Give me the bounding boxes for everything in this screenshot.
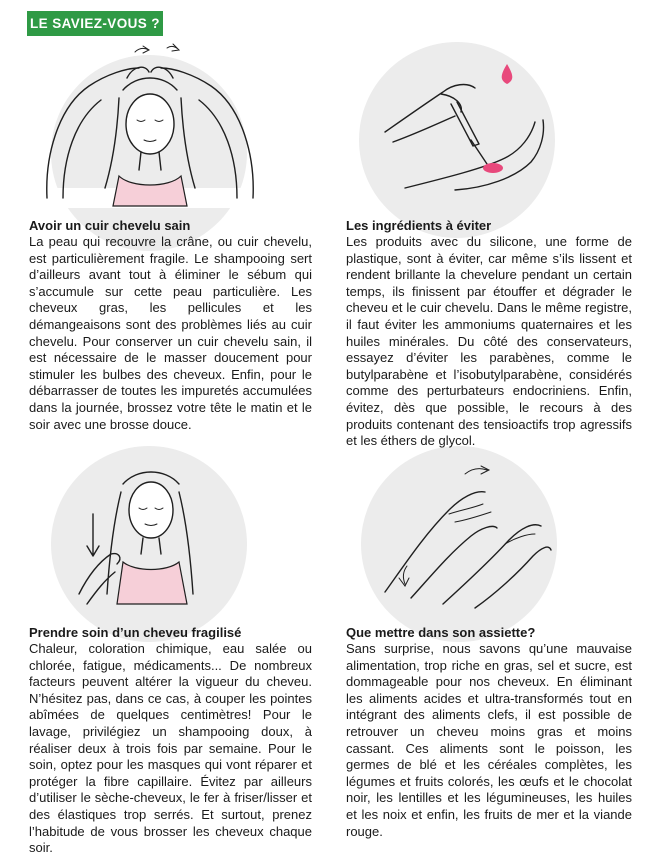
section-damaged-hair	[29, 625, 312, 857]
section-title: Les ingrédients à éviter	[346, 218, 492, 233]
section-title: Prendre soin d’un cheveu fragilisé	[29, 625, 242, 640]
massage-scalp-icon	[27, 38, 273, 206]
section-body: Sans surprise, nous savons qu’une mauvaise alimentation, trop riche en gras, sel et sucre, est dommageable pour nos cheveux. En éliminant les aliments acides et ultra-transformés tout en intégrant des aliments clefs, il est possible de retrouver un cheveu moins gras et moins cassant. Ces aliments sont le poisson, les germes de blé et les céréales complètes, les légumes et fruits colorés, les œufs et le chocolat noir, les lentilles et les légumineuses, les huiles et les noix et enfin, les fruits de mer et la viande rouge.	[346, 641, 632, 839]
section-tag: LE SAVIEZ-VOUS ?	[27, 11, 163, 36]
section-scalp	[29, 218, 312, 433]
section-ingredients	[346, 218, 632, 450]
hair-care-icon	[27, 444, 273, 612]
rubbing-hands-icon	[345, 444, 591, 612]
section-body: Chaleur, coloration chimique, eau salée ou chlorée, fatigue, médicaments... De nombreux facteurs peuvent altérer la vigueur du cheveu. N’hésitez pas, dans ce cas, à couper les pointes abîmées de quelques centimètres! Pour le lavage, privilégiez un shampooing doux, à réaliser deux à trois fois par semaine. Pour le soin, optez pour les masques qui vont réparer et protéger la fibre capillaire. Évitez par ailleurs d’utiliser le sèche-cheveux, le fer à friser/lisser et des élastiques trop serrés. Et surtout, prenez l’habitude de vous brosser les cheveux chaque soir.	[29, 641, 312, 856]
section-body: Les produits avec du silicone, une forme de plastique, sont à éviter, car même s’ils lissent et rendent brillante la chevelure pendant un certain temps, ils finissent par étouffer et dégrader le cheveu et le cuir chevelu. Dans le même registre, il faut éviter les ammoniums quaternaires et les huiles minérales. Du côté des conservateurs, essayez d’éviter les parabènes, comme le butylparabène et l’isobutylparabène, considérés comme des perturbateurs endocriniens. Enfin, évitez, dès que possible, le recours à des produits contenant des tensioactifs trop agressifs et les éthers de glycol.	[346, 234, 632, 449]
dropper-hand-icon	[345, 38, 591, 206]
section-body: La peau qui recouvre la crâne, ou cuir chevelu, est particulièrement fragile. Le shampooing sert d’ailleurs avant tout à éliminer le sébum qui s’accumule sur cette peau particulière. Les cheveux gras, les pellicules et les démangeaisons sont des problèmes liés au cuir chevelu. Pour conserver un cuir chevelu sain, il est nécessaire de le masser doucement pour stimuler les bulbes des cheveux. Enfin, pour le débarrasser de toutes les impuretés accumulées dans la journée, brossez votre tête le matin et le soir avec une brosse douce.	[29, 234, 312, 432]
section-title: Que mettre dans son assiette?	[346, 625, 536, 640]
section-diet	[346, 625, 632, 840]
section-title: Avoir un cuir chevelu sain	[29, 218, 191, 233]
